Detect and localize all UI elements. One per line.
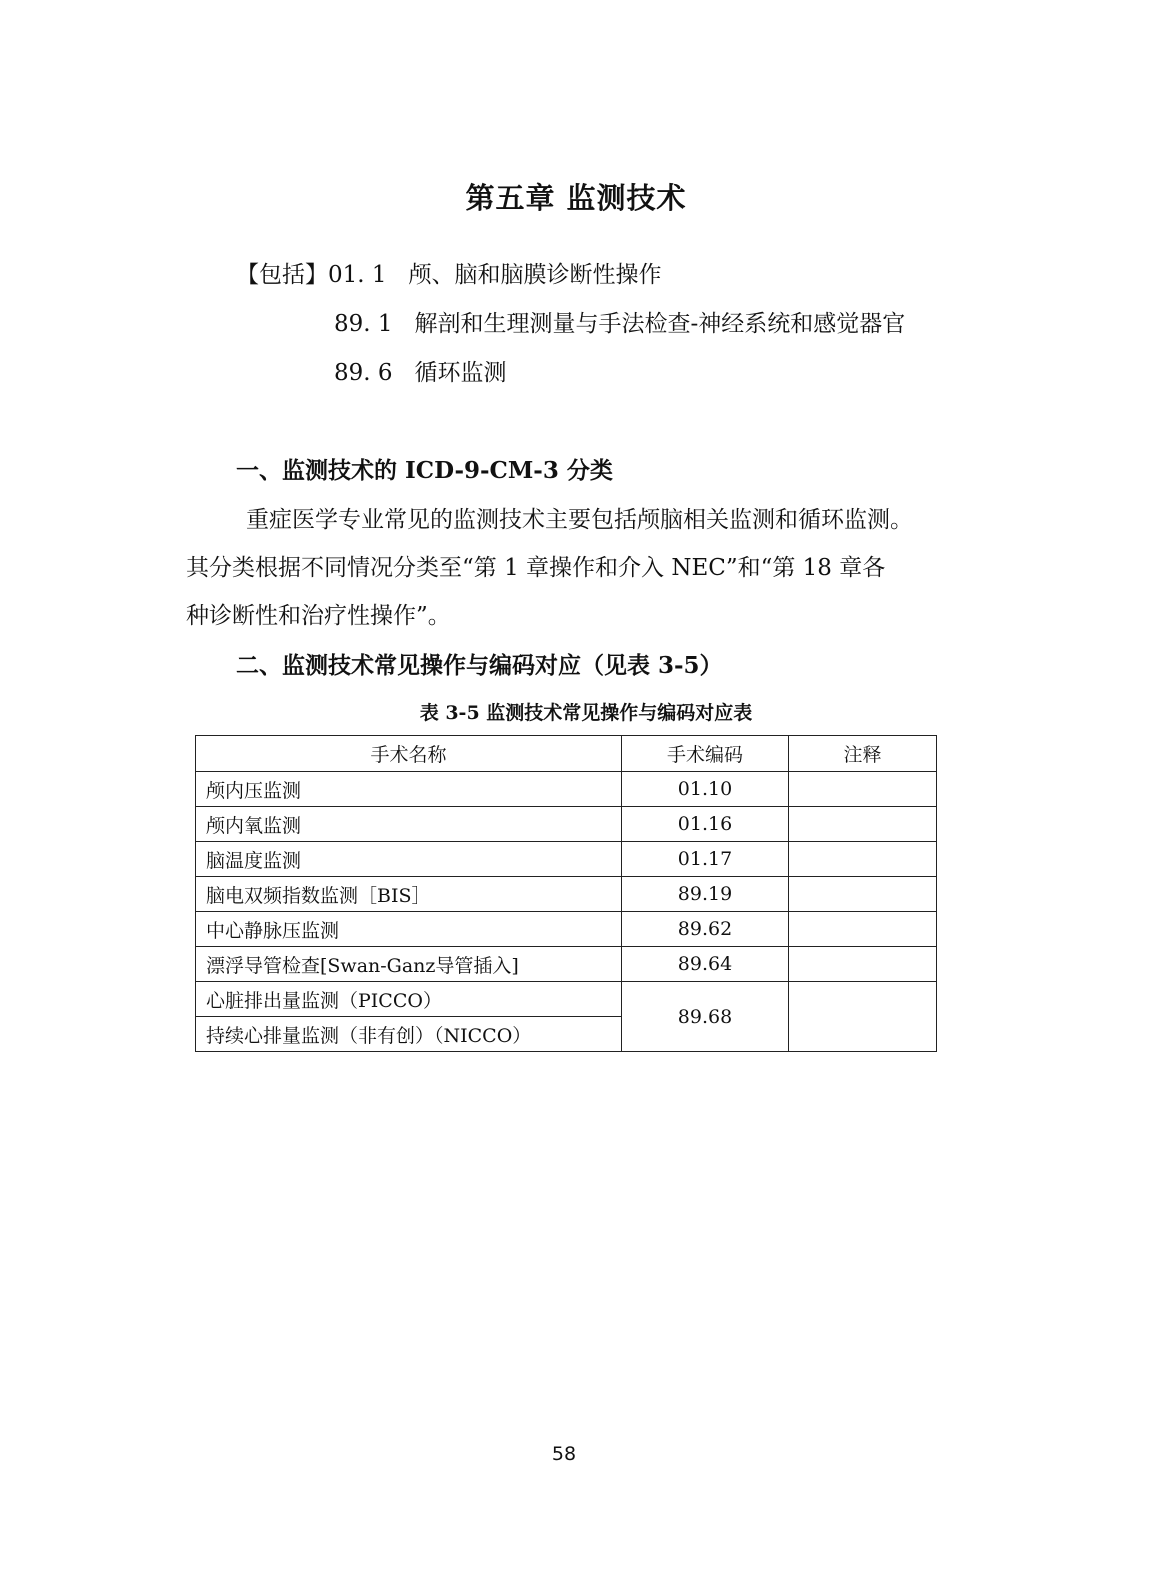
procedure-name: 脑电双频指数监测［BIS］ [196,877,622,912]
procedure-name: 漂浮导管检查[Swan-Ganz导管插入] [196,947,622,982]
procedure-note [789,807,937,842]
procedure-name: 颅内压监测 [196,772,622,807]
paragraph-line-2: 其分类根据不同情况分类至“第 1 章操作和介入 NEC”和“第 18 章各 [186,555,886,581]
procedure-name: 脑温度监测 [196,842,622,877]
procedure-code: 01.16 [622,807,789,842]
section-heading-2: 二、监测技术常见操作与编码对应（见表 3-5） [236,652,723,679]
procedure-note [789,982,937,1052]
header-procedure-name: 手术名称 [196,736,622,772]
procedure-code: 89.68 [622,982,789,1052]
paragraph-line-1: 重症医学专业常见的监测技术主要包括颅脑相关监测和循环监测。 [246,507,913,533]
procedure-code: 89.62 [622,912,789,947]
procedure-name: 颅内氧监测 [196,807,622,842]
table-row [196,947,937,982]
table-header-row [196,736,937,772]
includes-text: 循环监测 [414,360,507,386]
procedure-name: 持续心排量监测（非有创）（NICCO） [196,1017,622,1052]
table-row [196,842,937,877]
procedure-note [789,772,937,807]
procedure-note [789,912,937,947]
procedure-note [789,842,937,877]
procedure-code: 01.10 [622,772,789,807]
includes-row-3 [334,354,507,387]
procedure-note [789,877,937,912]
page-number: 58 [551,1443,577,1465]
procedure-note [789,947,937,982]
procedure-code-table [195,735,937,1052]
includes-label: 【包括】 [236,262,328,288]
includes-text: 颅、脑和脑膜诊断性操作 [408,262,662,288]
chapter-title: 第五章 监测技术 [465,181,687,215]
table-caption: 表 3-5 监测技术常见操作与编码对应表 [419,702,753,724]
table-row [196,772,937,807]
section-heading-1: 一、监测技术的 ICD-9-CM-3 分类 [236,457,613,484]
includes-text: 解剖和生理测量与手法检查-神经系统和感觉器官 [414,311,906,337]
header-procedure-code: 手术编码 [622,736,789,772]
procedure-name: 心脏排出量监测（PICCO） [196,982,622,1017]
procedure-code: 89.64 [622,947,789,982]
header-notes: 注释 [789,736,937,772]
includes-row-1 [236,256,662,289]
table-row [196,982,937,1017]
paragraph-line-3: 种诊断性和治疗性操作”。 [186,603,451,629]
procedure-name: 中心静脉压监测 [196,912,622,947]
includes-code: 89. 1 [334,311,393,337]
table-row [196,807,937,842]
table-row [196,912,937,947]
includes-row-2 [334,305,905,338]
table-row [196,877,937,912]
includes-code: 01. 1 [328,262,387,288]
includes-code: 89. 6 [334,360,393,386]
procedure-code: 01.17 [622,842,789,877]
procedure-code: 89.19 [622,877,789,912]
